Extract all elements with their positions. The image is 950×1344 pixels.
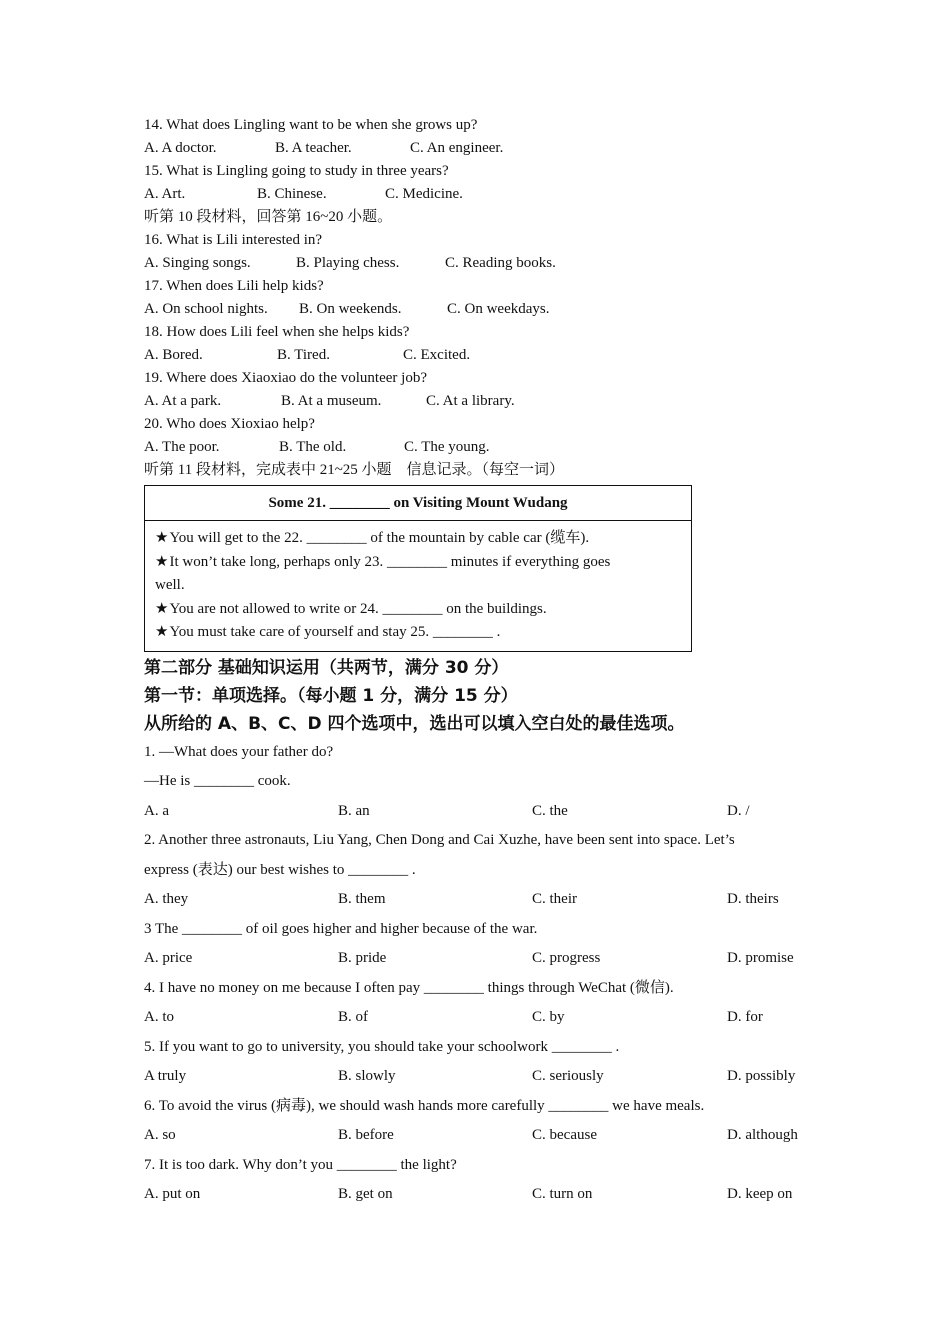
star-icon: ★ bbox=[155, 600, 169, 617]
option-a: A. Art. bbox=[144, 186, 186, 202]
option-a: A. Bored. bbox=[144, 347, 203, 363]
option-b: B. At a museum. bbox=[281, 393, 382, 409]
info-line-24: ★You are not allowed to write or 24. ________ on the buildings. bbox=[155, 600, 547, 617]
mcq-2-stem-cont: express (表达) our best wishes to ________ . bbox=[144, 861, 416, 878]
option-c: C. At a library. bbox=[426, 393, 515, 409]
option-c: C. because bbox=[532, 1127, 597, 1143]
option-c: C. Reading books. bbox=[445, 255, 556, 271]
option-c: C. An engineer. bbox=[410, 140, 504, 156]
exam-page bbox=[144, 114, 824, 1210]
option-b: B. On weekends. bbox=[299, 301, 402, 317]
option-d: D. / bbox=[727, 802, 750, 819]
option-b: B. Playing chess. bbox=[296, 255, 400, 271]
option-b: B. slowly bbox=[338, 1068, 396, 1084]
mcq-1-options bbox=[144, 797, 824, 827]
info-line-23-cont: well. bbox=[155, 577, 185, 593]
mcq-1-stem: 1. —What does your father do? bbox=[144, 743, 334, 760]
option-c: C. On weekdays. bbox=[447, 301, 550, 317]
option-b: B. of bbox=[338, 1009, 368, 1025]
option-c: C. seriously bbox=[532, 1068, 604, 1084]
option-c: C. the bbox=[532, 802, 568, 819]
option-c: C. progress bbox=[532, 950, 601, 966]
option-d: D. keep on bbox=[727, 1186, 793, 1202]
section-11-intro: 听第 11 段材料，完成表中 21~25 小题 信息记录。（每空一词） bbox=[144, 462, 565, 478]
mcq-7-stem: 7. It is too dark. Why don’t you ________ the light? bbox=[144, 1156, 457, 1173]
option-c: C. their bbox=[532, 891, 577, 907]
info-line-23: ★It won’t take long, perhaps only 23. ________ minutes if everything goes bbox=[155, 553, 611, 570]
option-d: D. theirs bbox=[727, 891, 779, 907]
option-a: A. The poor. bbox=[144, 439, 220, 455]
option-a: A truly bbox=[144, 1068, 187, 1084]
option-b: B. them bbox=[338, 891, 386, 907]
mcq-4-options bbox=[144, 1003, 824, 1033]
option-a: A. At a park. bbox=[144, 393, 222, 409]
option-c: C. by bbox=[532, 1009, 565, 1025]
option-d: D. for bbox=[727, 1009, 763, 1025]
option-c: C. Excited. bbox=[403, 347, 471, 363]
section-1-instruction: 从所给的 A、B、C、D 四个选项中，选出可以填入空白处的最佳选项。 bbox=[144, 713, 685, 734]
option-b: B. an bbox=[338, 802, 370, 819]
info-record-body bbox=[145, 521, 691, 651]
option-a: A. Singing songs. bbox=[144, 255, 251, 271]
mcq-1-answer-line: —He is ________ cook. bbox=[144, 773, 291, 789]
star-icon: ★ bbox=[155, 530, 169, 546]
option-a: A. they bbox=[144, 891, 189, 907]
option-b: B. A teacher. bbox=[275, 140, 352, 156]
question-14: 14. What does Lingling want to be when she grows up? bbox=[144, 117, 478, 133]
option-b: B. Chinese. bbox=[257, 186, 327, 202]
info-record-title: Some 21. ________ on Visiting Mount Wudang bbox=[145, 486, 691, 521]
option-b: B. get on bbox=[338, 1186, 393, 1202]
options-20 bbox=[144, 436, 824, 459]
question-19: 19. Where does Xiaoxiao do the volunteer job? bbox=[144, 370, 427, 386]
options-19 bbox=[144, 390, 824, 413]
mcq-4-stem: 4. I have no money on me because I often pay ________ things through WeChat (微信). bbox=[144, 979, 674, 996]
part-2-title: 第二部分 基础知识运用（共两节，满分 30 分） bbox=[144, 657, 509, 678]
mcq-3-stem: 3 The ________ of oil goes higher and higher because of the war. bbox=[144, 920, 538, 937]
mcq-7-options bbox=[144, 1180, 824, 1210]
option-b: B. The old. bbox=[279, 439, 347, 455]
mcq-6-options bbox=[144, 1121, 824, 1151]
option-a: A. A doctor. bbox=[144, 140, 217, 156]
question-15: 15. What is Lingling going to study in three years? bbox=[144, 163, 449, 179]
question-17: 17. When does Lili help kids? bbox=[144, 278, 324, 294]
option-b: B. pride bbox=[338, 950, 387, 966]
mcq-3-options bbox=[144, 944, 824, 974]
option-a: A. put on bbox=[144, 1186, 201, 1202]
option-b: B. Tired. bbox=[277, 347, 330, 363]
option-c: C. Medicine. bbox=[385, 186, 463, 202]
option-d: D. possibly bbox=[727, 1068, 796, 1084]
question-18: 18. How does Lili feel when she helps kids? bbox=[144, 324, 410, 340]
question-16: 16. What is Lili interested in? bbox=[144, 232, 323, 248]
mcq-6-stem: 6. To avoid the virus (病毒), we should wash hands more carefully ________ we have meals. bbox=[144, 1097, 705, 1114]
options-14 bbox=[144, 137, 824, 160]
question-20: 20. Who does Xioxiao help? bbox=[144, 416, 315, 432]
mcq-2-options bbox=[144, 885, 824, 915]
option-d: D. although bbox=[727, 1127, 798, 1143]
star-icon: ★ bbox=[155, 553, 169, 570]
option-c: C. turn on bbox=[532, 1186, 593, 1202]
options-15 bbox=[144, 183, 824, 206]
options-17 bbox=[144, 298, 824, 321]
info-line-22: ★You will get to the 22. ________ of the mountain by cable car (缆车). bbox=[155, 530, 590, 546]
info-record-table bbox=[144, 485, 692, 652]
mcq-2-stem: 2. Another three astronauts, Liu Yang, Chen Dong and Cai Xuzhe, have been sent into space. Let’s bbox=[144, 832, 735, 848]
info-line-25: ★You must take care of yourself and stay 25. ________ . bbox=[155, 624, 501, 640]
option-a: A. so bbox=[144, 1127, 176, 1143]
option-a: A. price bbox=[144, 950, 193, 966]
option-d: D. promise bbox=[727, 950, 794, 966]
options-18 bbox=[144, 344, 824, 367]
option-b: B. before bbox=[338, 1127, 394, 1143]
star-icon: ★ bbox=[155, 624, 169, 640]
option-a: A. On school nights. bbox=[144, 301, 268, 317]
section-1-title: 第一节：单项选择。（每小题 1 分，满分 15 分） bbox=[144, 685, 518, 706]
option-a: A. a bbox=[144, 802, 169, 819]
options-16 bbox=[144, 252, 824, 275]
mcq-5-stem: 5. If you want to go to university, you should take your schoolwork ________ . bbox=[144, 1038, 620, 1055]
mcq-5-options bbox=[144, 1062, 824, 1092]
option-c: C. The young. bbox=[404, 439, 490, 455]
option-a: A. to bbox=[144, 1009, 174, 1025]
section-10-intro: 听第 10 段材料，回答第 16~20 小题。 bbox=[144, 209, 393, 225]
